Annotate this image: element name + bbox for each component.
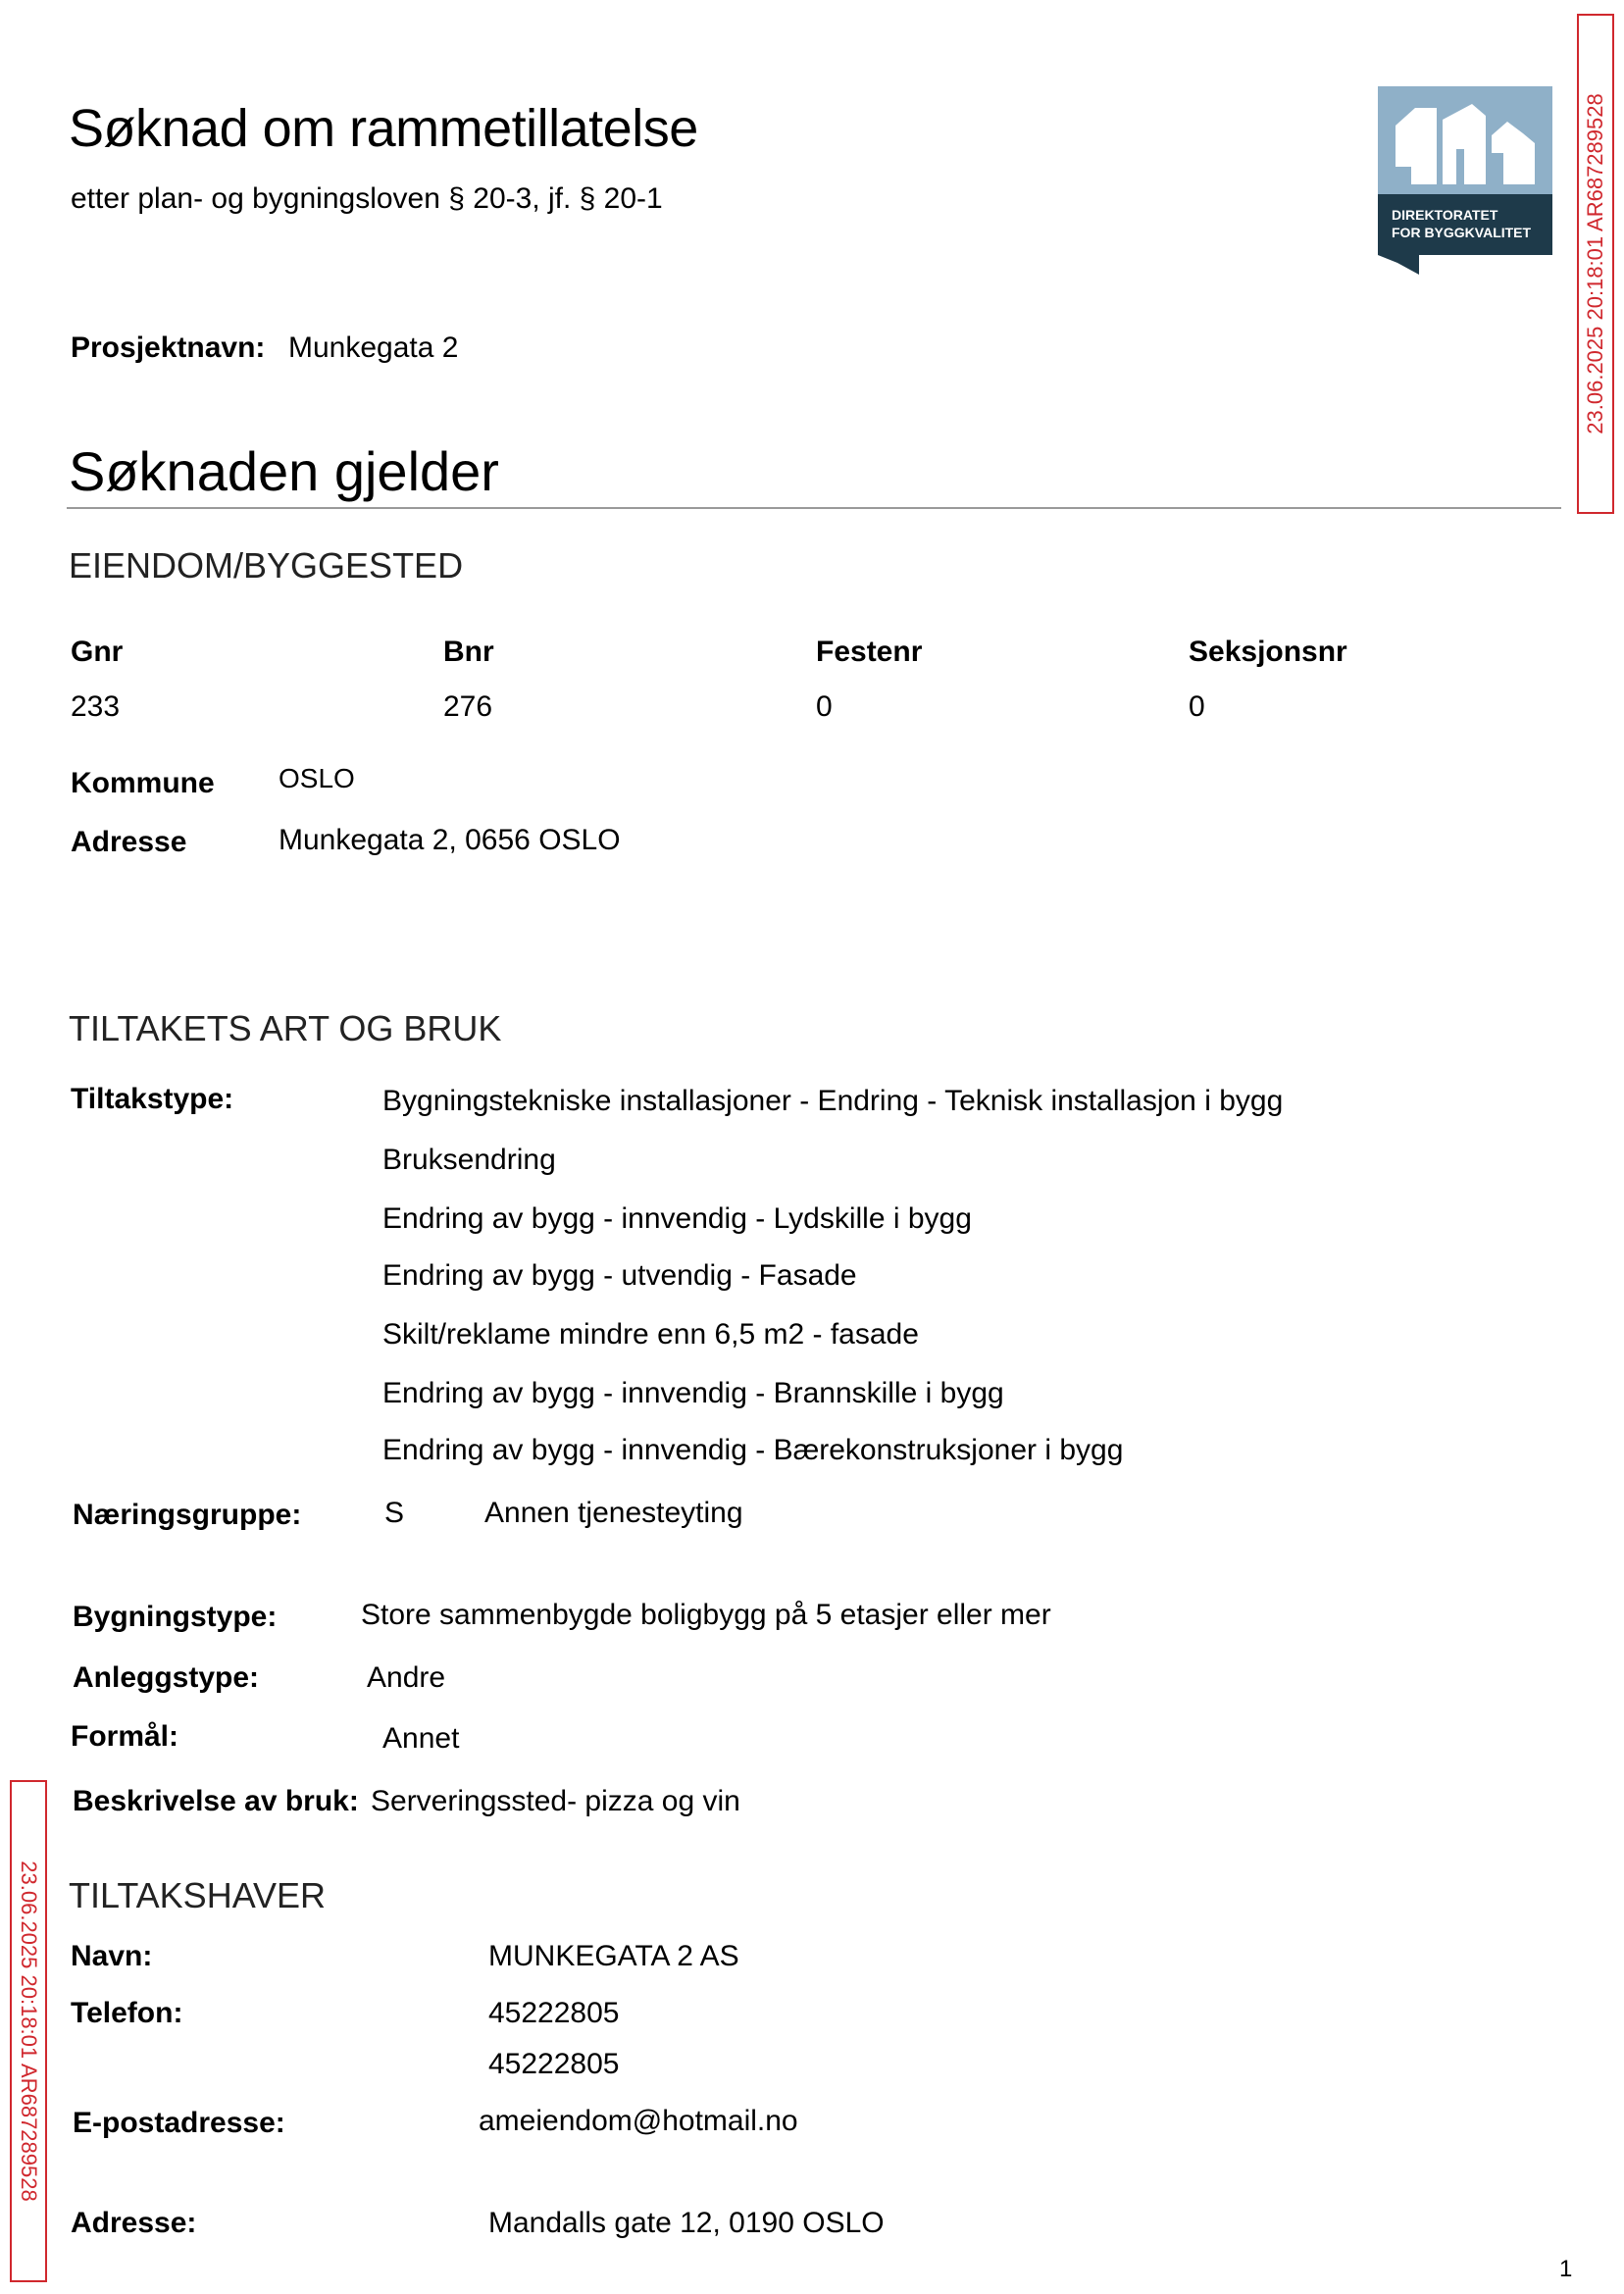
tiltakstype-item: Bruksendring xyxy=(382,1144,556,1176)
gnr-value: 233 xyxy=(71,690,121,723)
naeringsgruppe-value: Annen tjenesteyting xyxy=(484,1497,743,1529)
project-label: Prosjektnavn: xyxy=(71,331,266,364)
beskrivelse-label: Beskrivelse av bruk: xyxy=(73,1785,359,1817)
bnr-value: 276 xyxy=(443,690,493,723)
dibk-logo xyxy=(1378,86,1552,275)
document-subtitle: etter plan- og bygningsloven § 20-3, jf. § 20-1 xyxy=(71,182,663,215)
telefon-value: 45222805 xyxy=(488,1997,620,2029)
date-stamp-right xyxy=(1577,14,1614,514)
tiltakstype-item: Skilt/reklame mindre enn 6,5 m2 - fasade xyxy=(382,1318,919,1351)
naeringsgruppe-code: S xyxy=(384,1497,405,1529)
tiltakstype-item: Endring av bygg - innvendig - Brannskille i bygg xyxy=(382,1377,1004,1409)
telefon-label: Telefon: xyxy=(71,1997,183,2029)
formal-value: Annet xyxy=(382,1722,460,1755)
tiltakstype-label: Tiltakstype: xyxy=(71,1083,234,1115)
telefon-value: 45222805 xyxy=(488,2048,620,2080)
tiltak-heading: TILTAKETS ART OG BRUK xyxy=(69,1008,502,1048)
seksjonsnr-label: Seksjonsnr xyxy=(1189,636,1347,668)
formal-label: Formål: xyxy=(71,1720,179,1753)
navn-label: Navn: xyxy=(71,1940,153,1972)
logo-text-line1: DIREKTORATET xyxy=(1392,207,1498,223)
festenr-label: Festenr xyxy=(816,636,923,668)
gnr-label: Gnr xyxy=(71,636,124,668)
tiltakshaver-adresse-value: Mandalls gate 12, 0190 OSLO xyxy=(488,2207,885,2239)
epost-label: E-postadresse: xyxy=(73,2107,285,2139)
seksjonsnr-value: 0 xyxy=(1189,690,1205,723)
anleggstype-label: Anleggstype: xyxy=(73,1661,260,1694)
kommune-label: Kommune xyxy=(71,767,215,799)
eiendom-heading: EIENDOM/BYGGESTED xyxy=(69,545,464,586)
adresse-value: Munkegata 2, 0656 OSLO xyxy=(279,824,621,856)
navn-value: MUNKEGATA 2 AS xyxy=(488,1940,739,1972)
date-stamp-left xyxy=(10,1780,47,2282)
festenr-value: 0 xyxy=(816,690,833,723)
tiltakstype-item: Bygningstekniske installasjoner - Endring - Teknisk installasjon i bygg xyxy=(382,1085,1284,1117)
adresse-label: Adresse xyxy=(71,826,187,858)
tiltakstype-item: Endring av bygg - utvendig - Fasade xyxy=(382,1259,857,1292)
tiltakshaver-adresse-label: Adresse: xyxy=(71,2207,197,2239)
epost-value: ameiendom@hotmail.no xyxy=(479,2105,798,2137)
logo-text-line2: FOR BYGGKVALITET xyxy=(1392,225,1532,240)
naeringsgruppe-label: Næringsgruppe: xyxy=(73,1499,302,1531)
beskrivelse-value: Serveringssted- pizza og vin xyxy=(371,1785,740,1817)
anleggstype-value: Andre xyxy=(367,1661,446,1694)
bygningstype-label: Bygningstype: xyxy=(73,1601,278,1633)
bygningstype-value: Store sammenbygde boligbygg på 5 etasjer eller mer xyxy=(361,1599,1051,1631)
date-stamp-text: 23.06.2025 20:18:01 AR687289528 xyxy=(1583,93,1607,434)
project-value: Munkegata 2 xyxy=(288,331,459,364)
date-stamp-text: 23.06.2025 20:18:01 AR687289528 xyxy=(17,1861,41,2202)
section-heading: Søknaden gjelder xyxy=(69,440,499,502)
tiltakshaver-heading: TILTAKSHAVER xyxy=(69,1875,327,1915)
page-number: 1 xyxy=(1559,2256,1573,2282)
section-divider xyxy=(67,507,1561,509)
tiltakstype-item: Endring av bygg - innvendig - Lydskille i bygg xyxy=(382,1202,972,1235)
document-title: Søknad om rammetillatelse xyxy=(69,99,698,158)
bnr-label: Bnr xyxy=(443,636,494,668)
tiltakstype-item: Endring av bygg - innvendig - Bærekonstruksjoner i bygg xyxy=(382,1434,1124,1466)
kommune-value: OSLO xyxy=(279,763,355,793)
